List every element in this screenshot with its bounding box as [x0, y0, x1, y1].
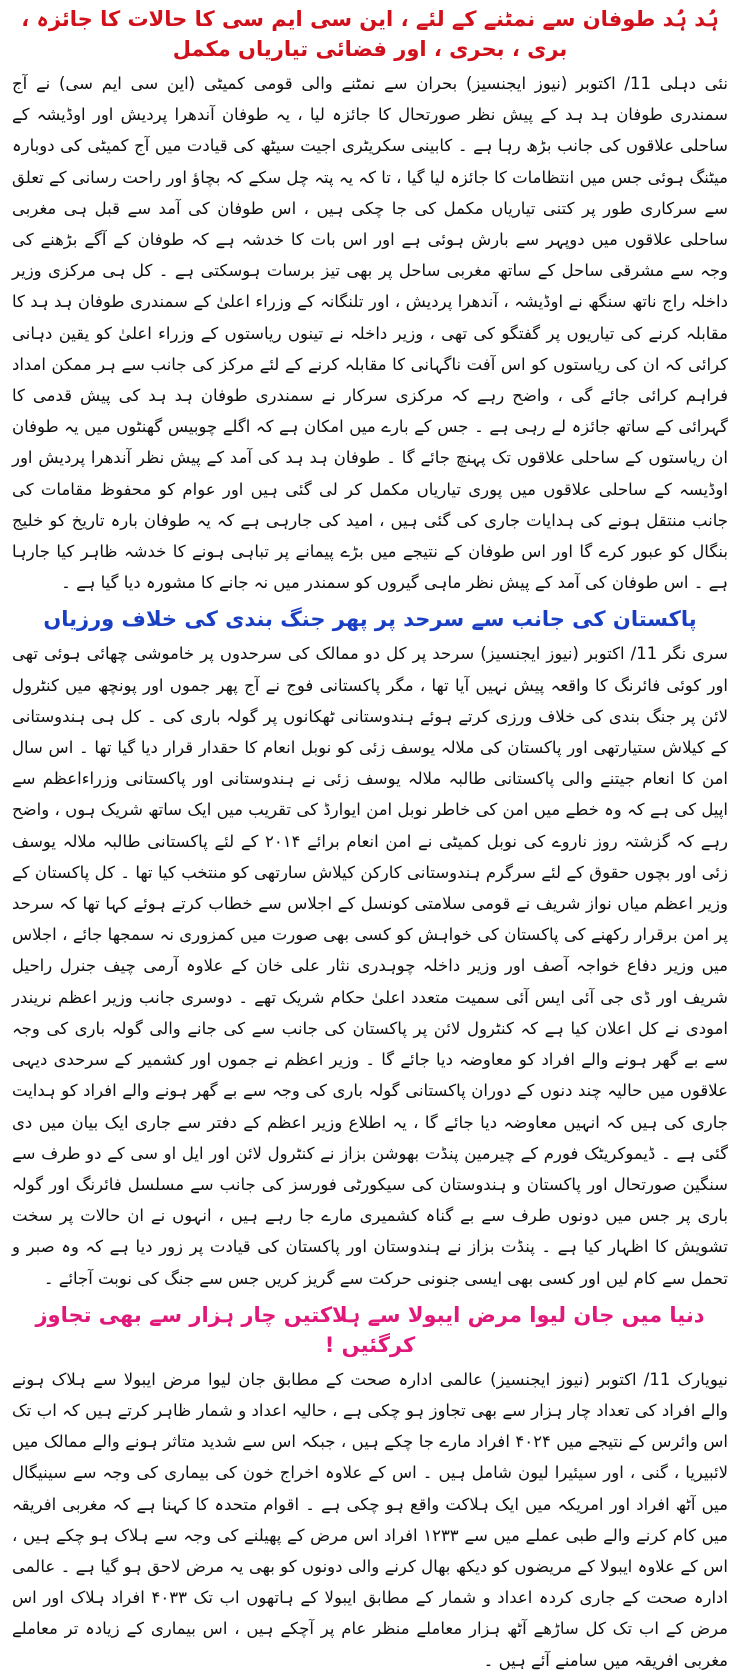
headline-hudhud-cyclone: ہُد ہُد طوفان سے نمٹنے کے لئے ، این سی ایم سی کا حالات کا جائزہ ، بری ، بحری ، اور فضائی تیاریاں مکمل	[21, 7, 719, 61]
article-body-ebola-deaths: نیویارک 11/ اکتوبر (نیوز ایجنسیز) عالمی ادارہ صحت کے مطابق جان لیوا مرض ایبولا سے ہلاک ہونے والے افراد کی تعداد چار ہزار سے بھی تجاوز ہو چکی ہے ، حالیہ اعداد و شمار ظاہر کرتے ہیں کہ اب تک اس وائرس کے نتیجے میں ۴۰۲۴ افراد مارے جا چکے ہیں ، جبکہ اس سے شدید متاثر ہونے والے ممالک میں لائبیریا ، گنی ، اور سیئیرا لیون شامل ہیں ۔ اس کے علاوہ اخراج خون کی بیماری کی وجہ سے سینیگال میں آٹھ افراد اور امریکہ میں ایک ہلاکت واقع ہو چکی ہے ۔ اقوام متحدہ کا کہنا ہے کہ مغربی افریقہ میں کام کرنے والے طبی عملے میں سے ۱۲۳۳ افراد اس مرض کے پھیلنے کی وجہ سے ہلاک ہو چکے ہیں ، اس کے علاوہ ایبولا کے مریضوں کو دیکھ بھال کرنے والی دونوں کو بھی یہ مرض لاحق ہو گیا ہے ۔ عالمی ادارہ صحت کے جاری کردہ اعداد و شمار کے مطابق ایبولا کے ہاتھوں اب تک ۴۰۳۳ افراد ہلاک اور اس مرض کے اب تک کل ساڑھے آٹھ ہزار معاملے منظر عام پر آچکے ہیں ، اس بیماری کے زیادہ تر معاملے مغربی افریقہ میں سامنے آئے ہیں ۔	[12, 1369, 729, 1670]
headline-ebola-deaths: دنیا میں جان لیوا مرض ایبولا سے ہلاکتیں چار ہزار سے بھی تجاوز کرگئیں !	[35, 1302, 705, 1357]
article-body-ceasefire-violations: سری نگر 11/ اکتوبر (نیوز ایجنسیز) سرحد پر کل دو ممالک کی سرحدوں پر خاموشی چھائی ہوئی تھی اور کوئی فائرنگ کا واقعہ پیش نہیں آیا تھا ، مگر پاکستانی فوج نے آج پھر جموں اور پونچھ میں کنٹرول لائن پر جنگ بندی کی خلاف ورزی کرتے ہوئے ہندوستانی ٹھکانوں پر گولہ باری کی ۔ کل ہی ہندوستانی کے کیلاش ستیارتھی اور پاکستان کی ملالہ یوسف زئی کو نوبل انعام کا حقدار قرار دیا گیا تھا ۔ اس سال امن کا انعام جیتنے والی پاکستانی طالبہ ملالہ یوسف زئی نے ہندوستانی اور پاکستانی وزراءاعظم سے اپیل کی ہے کہ وہ خطے میں امن کی خاطر نوبل امن ایوارڈ کی تقریب میں ایک ساتھ شریک ہوں ، واضح رہے کہ گزشتہ روز ناروے کی نوبل کمیٹی نے امن انعام برائے ۲۰۱۴ کے لئے پاکستانی طالبہ ملالہ یوسف زئی اور بچوں حقوق کے لئے سرگرم ہندوستانی کارکن کیلاش سارتھی کو منتخب کیا تھا ۔ کل پاکستان کے وزیر اعظم میاں نواز شریف نے قومی سلامتی کونسل کے اجلاس سے خطاب کرتے ہوئے کہا تھا کہ سرحد پر امن برقرار رکھنے کی پاکستان کی خواہش کو کسی بھی صورت میں کمزوری نہ سمجھا جائے ، اجلاس میں وزیر دفاع خواجہ آصف اور وزیر داخلہ چوہدری نثار علی خان کے علاوہ آرمی چیف جنرل راحیل شریف اور ڈی جی آئی ایس آئی سمیت متعدد اعلیٰ حکام شریک تھے ۔ دوسری جانب وزیر اعظم نریندر امودی نے کل اعلان کیا ہے کہ کنٹرول لائن پر پاکستان کی جانب سے کی جانے والی گولہ باری کی وجہ سے بے گھر ہونے والے افراد کو معاوضہ دیا جائے گا ۔ وزیر اعظم نے جموں اور کشمیر کے سرحدی دیہی علاقوں میں حالیہ چند دنوں کے دوران پاکستانی گولہ باری کی وجہ سے بے گھر ہونے والے افراد کو ہدایت جاری کی ہیں کہ انہیں معاوضہ دیا جائے گا ، یہ اطلاع وزیر اعظم کے دفتر سے جاری ایک بیان میں دی گئی ہے ۔ ڈیموکریٹک فورم کے چیرمین پنڈت بھوشن بزاز نے کنٹرول لائن اور ایل او سی کے دو طرف سے سنگین صورتحال اور پاکستان و ہندوستان کی سیکورٹی فورسز کی جانب سے مسلسل فائرنگ اور گولہ باری پر جس میں دونوں طرف سے بے گناہ کشمیری مارے جا رہے ہیں ، انہوں نے ان حالات پر سخت تشویش کا اظہار کیا ہے ۔ پنڈت بزاز نے ہندوستان اور پاکستان کی قیادت پر زور دیا ہے کہ وہ صبر و تحمل سے کام لیں اور کسی بھی ایسی جنونی حرکت سے گریز کریں جس سے جنگ کی نوبت آجائے ۔	[12, 644, 728, 1288]
article-body-hudhud-cyclone: نئی دہلی 11/ اکتوبر (نیوز ایجنسیز) بحران سے نمٹنے والی قومی کمیٹی (این سی ایم سی) نے آج سمندری طوفان ہد ہد کے پیش نظر صورتحال کا جائزہ لیا ، یہ طوفان آندھرا پردیش اور اوڈیشہ کے ساحلی علاقوں کی جانب بڑھ رہا ہے ۔ کابینی سکریٹری اجیت سیٹھ کی قیادت میں آج کمیٹی کی دوبارہ میٹنگ ہوئی جس میں انتظامات کا جائزہ لیا گیا ، تا کہ یہ پتہ چل سکے کہ بچاؤ اور راحت رسانی کے تعلق سے سرکاری طور پر کتنی تیاریاں مکمل کی جا چکی ہیں ، اس طوفان کی آمد سے قبل ہی مغربی ساحلی علاقوں میں دوپہر سے بارش ہوئی ہے اور اس بات کا خدشہ ہے کہ طوفان کے آگے بڑھنے کی وجہ سے مشرقی ساحل کے ساتھ مغربی ساحل پر بھی تیز برسات ہوسکتی ہے ۔ کل ہی مرکزی وزیر داخلہ راج ناتھ سنگھ نے اوڈیشہ ، آندھرا پردیش ، اور تلنگانہ کے وزراء اعلیٰ کے سمندری طوفان ہد ہد کا مقابلہ کرنے کی تیاریوں پر گفتگو کی تھی ، وزیر داخلہ نے تینوں ریاستوں کے وزراء اعلیٰ کو یقین دہانی کرائی کہ ان کی ریاستوں کو اس آفت ناگہانی کا مقابلہ کرنے کے لئے مرکز کی جانب سے ہر ممکن امداد فراہم کرائی جائے گی ، واضح رہے کہ مرکزی سرکار نے سمندری طوفان ہد ہد کی پیش قدمی کا گہرائی کے ساتھ جائزہ لے رہی ہے ۔ جس کے بارے میں امکان ہے کہ اگلے چوبیس گھنٹوں میں یہ طوفان ان ریاستوں کے ساحلی علاقوں تک پہنچ جائے گا ۔ طوفان ہد ہد کی آمد کے پیش نظر آندھرا پردیش اور اوڈیسہ کے ساحلی علاقوں میں پوری تیاریاں مکمل کر لی گئی ہیں اور عوام کو محفوظ مقامات کی جانب منتقل ہونے کی ہدایات جاری کی گئی ہیں ، امید کی جارہی ہے کہ یہ طوفان بارہ تاریخ کو خلیج بنگال کو عبور کرے گا اور اس طوفان کے نتیجے میں بڑے پیمانے پر تباہی ہونے کا خدشہ ظاہر کیا جارہا ہے ۔ اس طوفان کی آمد کے پیش نظر ماہی گیروں کو سمندر میں نہ جانے کا مشورہ دیا گیا ہے ۔	[12, 74, 728, 593]
headline-ceasefire-violations: پاکستان کی جانب سے سرحد پر پھر جنگ بندی کی خلاف ورزیاں	[43, 607, 697, 632]
